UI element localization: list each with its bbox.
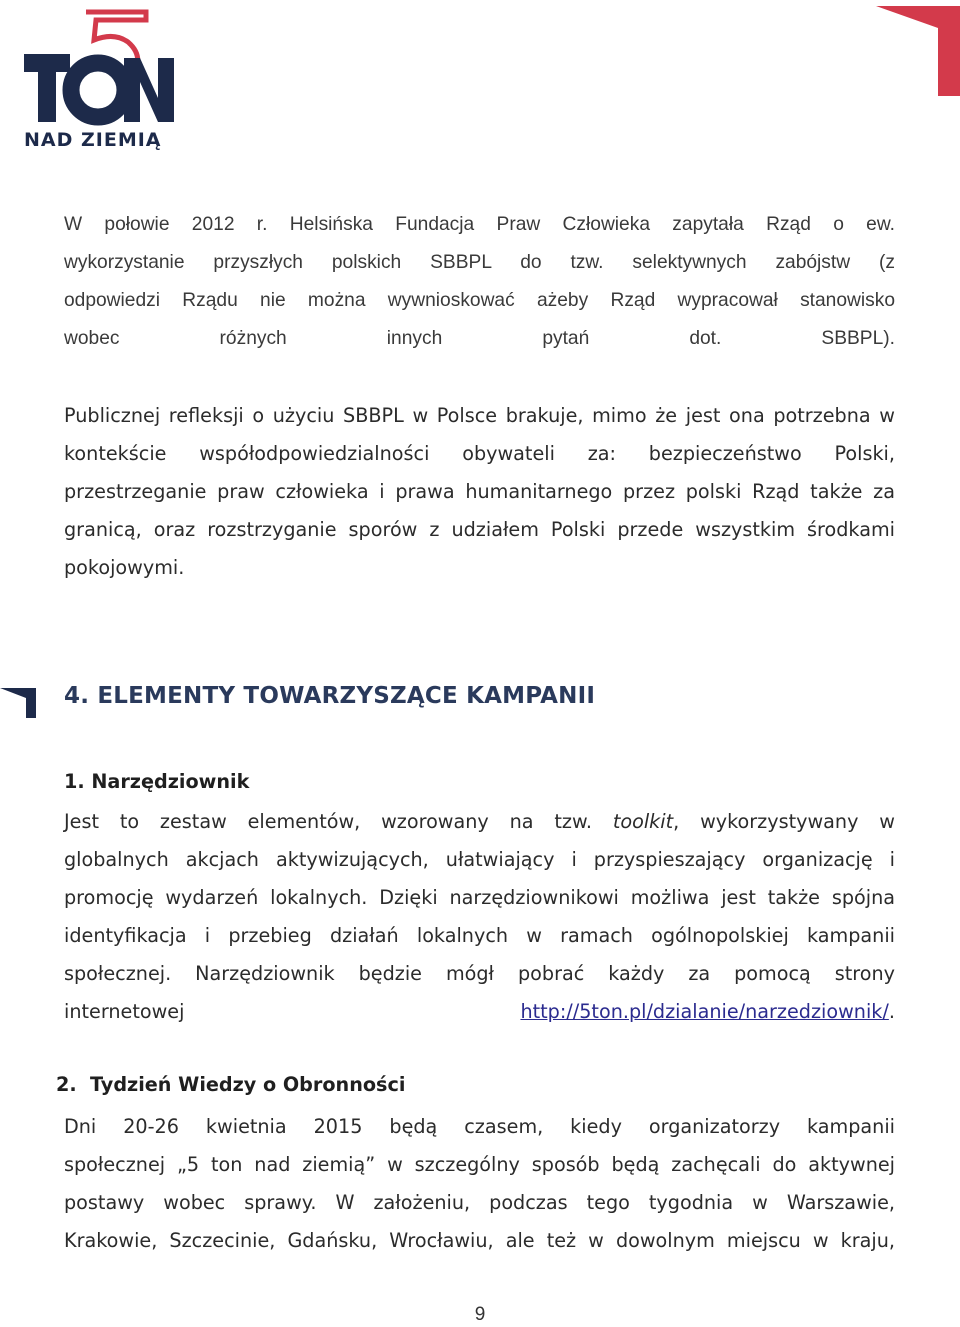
text-line: kontekście współodpowiedzialności obywateli za: bezpieczeństwo Polski, bbox=[64, 442, 895, 465]
paragraph-narzedziownik bbox=[64, 803, 895, 1031]
text-line: identyfikacja i przebieg działań lokalnych w ramach ogólnopolskiej kampanii bbox=[64, 924, 895, 947]
text-segment: internetowej bbox=[64, 1000, 521, 1023]
text-segment: Jest to zestaw elementów, wzorowany na tzw. bbox=[64, 810, 613, 833]
text-segment: , wykorzystywany w bbox=[673, 810, 895, 833]
paragraph-tydzien bbox=[64, 1108, 895, 1260]
text-line: odpowiedzi Rządu nie można wywnioskować ażeby Rząd wypracował stanowisko bbox=[64, 290, 895, 311]
text-line: przestrzeganie praw człowieka i prawa humanitarnego przez polski Rząd także za bbox=[64, 480, 895, 503]
logo-subtitle: NAD ZIEMIĄ bbox=[24, 129, 162, 151]
text-line: promocję wydarzeń lokalnych. Dzięki narzędziownikowi możliwa jest także spójna bbox=[64, 886, 895, 909]
text-line: granicą, oraz rozstrzyganie sporów z udziałem Polski przede wszystkim środkami bbox=[64, 518, 895, 541]
text-line: postawy wobec sprawy. W założeniu, podczas tego tygodnia w Warszawie, bbox=[64, 1191, 895, 1214]
text-line: społecznej „5 ton nad ziemią” w szczególny sposób będą zachęcali do aktywnej bbox=[64, 1153, 895, 1176]
logo-letter-n bbox=[124, 58, 174, 122]
item-heading-tydzien bbox=[56, 1073, 405, 1096]
text-line bbox=[64, 803, 895, 841]
text-line: Krakowie, Szczecinie, Gdańsku, Wrocławiu, ale też w dowolnym miejscu w kraju, bbox=[64, 1229, 895, 1252]
text-line: globalnych akcjach aktywizujących, ułatwiający i przyspieszający organizację i bbox=[64, 848, 895, 871]
narzedziownik-link[interactable]: http://5ton.pl/dzialanie/narzedziownik/ bbox=[520, 1000, 889, 1023]
text-line: społecznej. Narzędziownik będzie mógł pobrać każdy za pomocą strony bbox=[64, 962, 895, 985]
corner-ribbon-icon bbox=[868, 0, 960, 96]
text-line: Publicznej refleksji o użyciu SBBPL w Polsce brakuje, mimo że jest ona potrzebna w bbox=[64, 404, 895, 427]
text-line bbox=[64, 993, 895, 1031]
text-line: wobec różnych innych pytań dot. SBBPL). bbox=[64, 328, 895, 349]
item-heading-narzedziownik: 1. Narzędziownik bbox=[64, 770, 250, 793]
text-line: pokojowymi. bbox=[64, 556, 185, 579]
paragraph-reflection bbox=[64, 397, 895, 587]
section-heading: 4. ELEMENTY TOWARZYSZĄCE KAMPANII bbox=[64, 683, 596, 709]
item-title: Tydzień Wiedzy o Obronności bbox=[90, 1073, 406, 1096]
text-segment: . bbox=[888, 1000, 895, 1023]
italic-term: toolkit bbox=[612, 810, 674, 833]
logo-letter-t-stem bbox=[38, 54, 56, 122]
page-number: 9 bbox=[474, 1304, 486, 1325]
item-number: 2. bbox=[56, 1073, 77, 1096]
logo-letter-o bbox=[71, 63, 125, 117]
section-marker-icon bbox=[0, 684, 40, 718]
paragraph-helsinki bbox=[64, 206, 895, 358]
text-line: wykorzystanie przyszłych polskich SBBPL do tzw. selektywnych zabójstw (z bbox=[64, 252, 895, 273]
text-line: W połowie 2012 r. Helsińska Fundacja Praw Człowieka zapytała Rząd o ew. bbox=[64, 214, 895, 235]
5ton-logo bbox=[18, 6, 178, 156]
text-line: Dni 20-26 kwietnia 2015 będą czasem, kiedy organizatorzy kampanii bbox=[64, 1115, 895, 1138]
